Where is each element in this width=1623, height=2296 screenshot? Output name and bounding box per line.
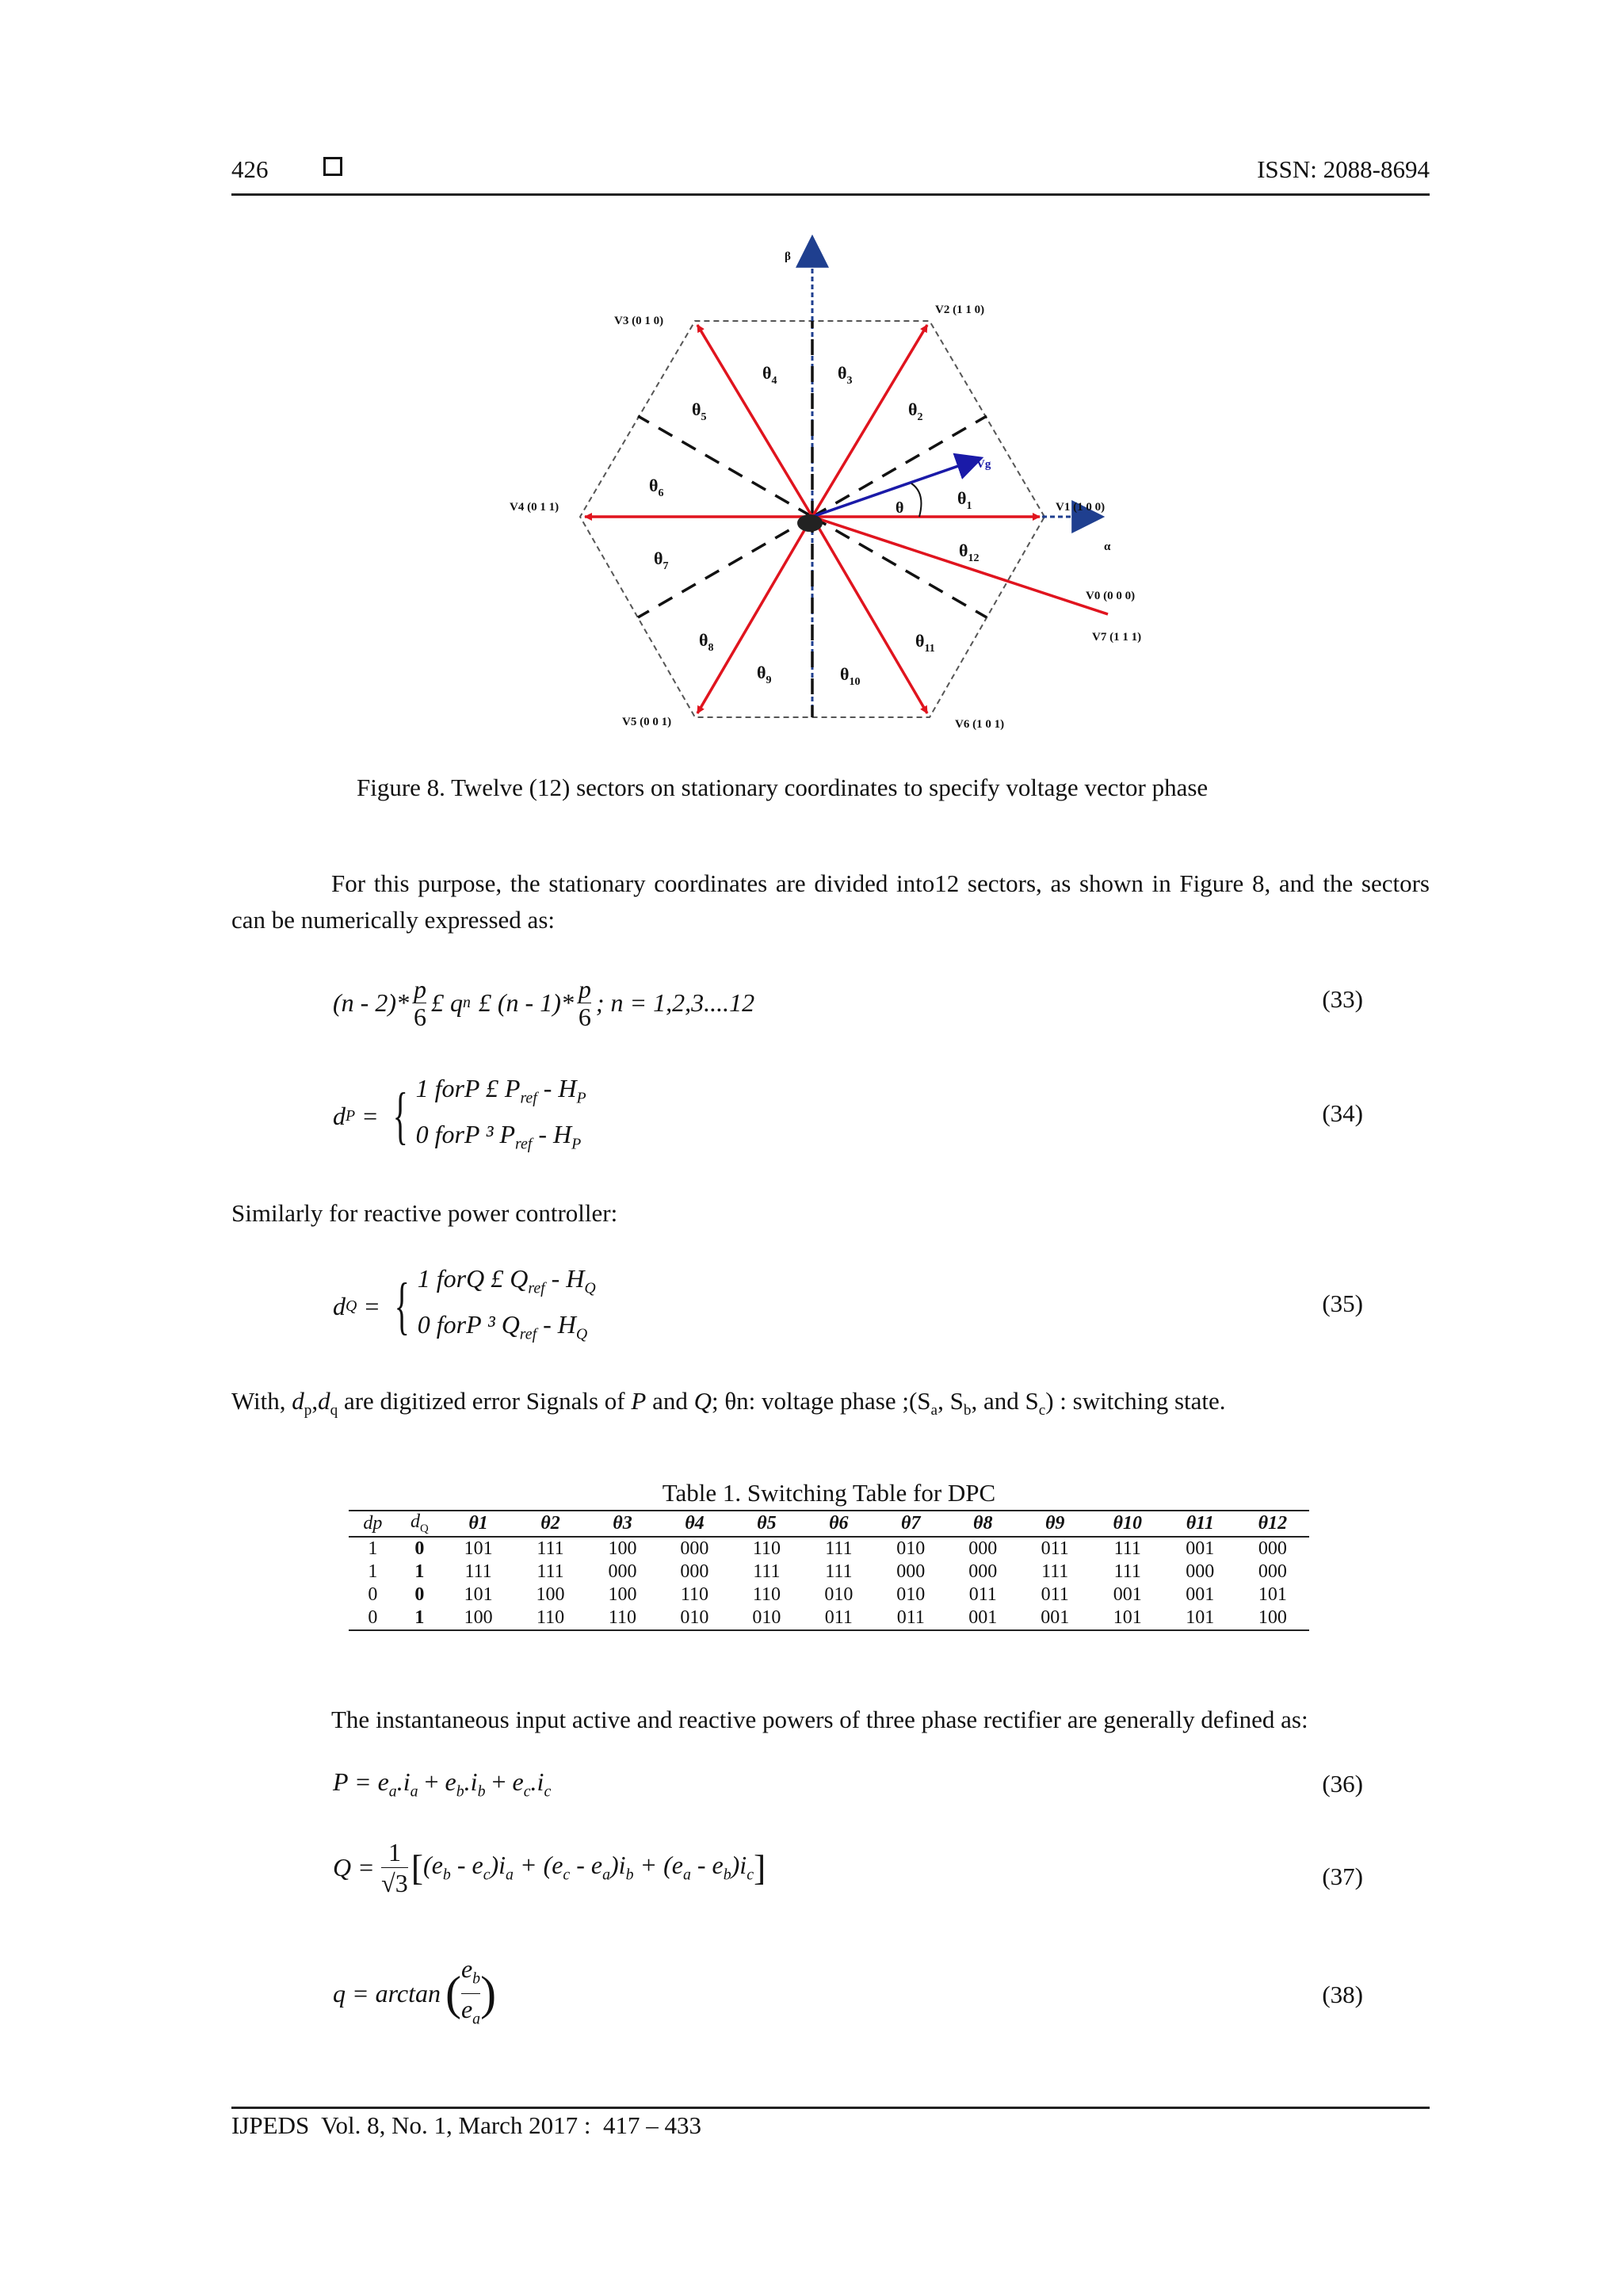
table-cell: 101 bbox=[1091, 1606, 1164, 1630]
v5-label: V5 (0 0 1) bbox=[622, 716, 672, 728]
table-header-cell: θ9 bbox=[1019, 1511, 1091, 1537]
svg-text:θ12: $\theta_{12}$ bbox=[959, 541, 980, 564]
svg-text:θ7: $\theta_7$ bbox=[654, 548, 669, 572]
v7-label: V7 (1 1 1) bbox=[1092, 631, 1142, 644]
table-header-cell: θ11 bbox=[1164, 1511, 1236, 1537]
table-cell: 100 bbox=[608, 1538, 637, 1559]
equation-38: q = arctan ( $e_b$ $e_a$ ) bbox=[333, 1954, 496, 2034]
origin-dot bbox=[797, 514, 823, 532]
table-cell: 100 bbox=[1236, 1606, 1309, 1630]
table-cell: 000 bbox=[680, 1538, 709, 1559]
table-cell: 1 bbox=[397, 1606, 442, 1630]
table-header-cell: dp bbox=[349, 1511, 397, 1537]
table-cell: 111 bbox=[1113, 1561, 1141, 1582]
equation-35: d Q = { 1 forQ £ $Q_{ref} - H_Q$ 0 forP ³ $Q_{ref} - H_Q$ bbox=[333, 1264, 596, 1343]
theta-arc bbox=[911, 483, 921, 517]
table-cell: 011 bbox=[1041, 1538, 1069, 1559]
table-cell: 110 bbox=[680, 1584, 708, 1605]
table-cell: 000 bbox=[968, 1561, 998, 1582]
vg-label: Vg bbox=[976, 458, 991, 471]
switching-table bbox=[349, 1510, 1309, 1631]
table-cell: 101 bbox=[464, 1538, 493, 1559]
table-cell: 001 bbox=[1186, 1584, 1215, 1605]
table-cell: 100 bbox=[536, 1584, 565, 1605]
svg-text:θ4: $\theta_4$ bbox=[762, 363, 777, 387]
table-row bbox=[349, 1561, 1309, 1584]
table-row bbox=[349, 1537, 1309, 1561]
table-header-cell: θ10 bbox=[1091, 1511, 1164, 1537]
v6-label: V6 (1 0 1) bbox=[955, 718, 1005, 731]
table-cell: 010 bbox=[824, 1584, 854, 1605]
table-cell: 100 bbox=[608, 1584, 637, 1605]
table-cell: 000 bbox=[608, 1561, 637, 1582]
table-cell: 011 bbox=[803, 1606, 875, 1630]
table-cell: 0 bbox=[414, 1538, 425, 1559]
theta-label: θ bbox=[896, 499, 904, 517]
table-cell: 110 bbox=[752, 1584, 781, 1605]
table-header-cell: θ2 bbox=[514, 1511, 586, 1537]
page-number: 426 bbox=[231, 155, 269, 183]
equation-36: $P = e_a.i_a + e_b.i_b + e_c.i_c$ bbox=[333, 1767, 552, 1801]
table-header-cell: θ6 bbox=[803, 1511, 875, 1537]
equation-33: (n - 2)* p 6 £ q n £ (n - 1)* p 6 ; n = 1,2,3....12 bbox=[333, 974, 755, 1031]
v2-label: V2 (1 1 0) bbox=[935, 304, 985, 316]
svg-text:θ10: $\theta_{10}$ bbox=[840, 664, 861, 688]
table-cell: 000 bbox=[680, 1561, 709, 1582]
footer-citation: IJPEDS Vol. 8, No. 1, March 2017 : 417 – 433 bbox=[231, 2111, 702, 2139]
table-cell: 001 bbox=[1186, 1538, 1215, 1559]
table-cell: 001 bbox=[947, 1606, 1019, 1630]
alpha-label: α bbox=[1104, 541, 1111, 553]
equation-number-33: (33) bbox=[1322, 985, 1363, 1013]
svg-text:θ5: $\theta_5$ bbox=[692, 399, 707, 423]
svg-text:θ6: $\theta_6$ bbox=[649, 476, 664, 499]
equation-number-35: (35) bbox=[1322, 1289, 1363, 1317]
table-cell: 010 bbox=[731, 1606, 803, 1630]
paragraph-powers: The instantaneous input active and reactive powers of three phase rectifier are generally defined as: bbox=[331, 1706, 1308, 1733]
v1-label: V1 (1 0 0) bbox=[1056, 501, 1106, 514]
table-cell: 110 bbox=[752, 1538, 781, 1559]
table-cell: 010 bbox=[659, 1606, 731, 1630]
table-cell: 011 bbox=[875, 1606, 947, 1630]
table-cell: 100 bbox=[442, 1606, 514, 1630]
svg-text:θ2: $\theta_2$ bbox=[908, 399, 923, 423]
table-cell: 101 bbox=[1164, 1606, 1236, 1630]
table-cell: 111 bbox=[464, 1561, 492, 1582]
svg-text:θ8: $\theta_8$ bbox=[699, 630, 714, 654]
svg-text:θ1: $\theta_1$ bbox=[957, 488, 972, 512]
table-cell: 1 bbox=[414, 1561, 425, 1582]
issn: ISSN: 2088-8694 bbox=[1257, 155, 1430, 183]
table-header-cell: θ12 bbox=[1236, 1511, 1309, 1537]
table-cell: 111 bbox=[825, 1538, 853, 1559]
equation-37: Q = $\frac{1}{√3}$ [ $(e_b - e_c)i_a + (e_c - e_a)i_b + (e_a - e_b)i_c$ ] bbox=[333, 1838, 766, 1897]
table-cell: 101 bbox=[1258, 1584, 1287, 1605]
svg-text:θ3: $\theta_3$ bbox=[838, 363, 853, 387]
table-cell: 001 bbox=[1019, 1606, 1091, 1630]
equation-number-36: (36) bbox=[1322, 1770, 1363, 1797]
table-cell: 000 bbox=[1186, 1561, 1215, 1582]
paragraph-definitions: With, $d_p,d_q$ are digitized error Signals of P and Q; θn: voltage phase $;(S_a$, $S_b$, and $S_c$) : switching state. bbox=[231, 1387, 1226, 1419]
svg-text:θ11: $\theta_{11}$ bbox=[915, 631, 935, 655]
paragraph-sectors: For this purpose, the stationary coordinates are divided into12 sectors, as shown in Figure 8, and the sectors can be numerically expressed as: bbox=[231, 869, 1430, 934]
table-cell: 110 bbox=[586, 1606, 659, 1630]
table-row bbox=[349, 1606, 1309, 1630]
table-cell: 111 bbox=[753, 1561, 781, 1582]
table-cell: 110 bbox=[514, 1606, 586, 1630]
table-cell: 000 bbox=[1258, 1561, 1287, 1582]
table-cell: 1 bbox=[368, 1561, 378, 1582]
table-header-cell: θ5 bbox=[731, 1511, 803, 1537]
table-header-cell: θ7 bbox=[875, 1511, 947, 1537]
table-cell: 010 bbox=[896, 1584, 926, 1605]
table-cell: 111 bbox=[537, 1561, 564, 1582]
figure-caption: Figure 8. Twelve (12) sectors on stationary coordinates to specify voltage vector phase bbox=[357, 774, 1209, 801]
v0-label: V0 (0 0 0) bbox=[1086, 590, 1136, 602]
equation-number-38: (38) bbox=[1322, 1981, 1363, 2008]
table-header-row bbox=[349, 1511, 1309, 1537]
table-cell: 000 bbox=[896, 1561, 926, 1582]
table-cell: 000 bbox=[968, 1538, 998, 1559]
table-cell: 0 bbox=[368, 1584, 378, 1605]
table-cell: 111 bbox=[537, 1538, 564, 1559]
table-row bbox=[349, 1584, 1309, 1606]
table-cell: 001 bbox=[1113, 1584, 1142, 1605]
table-header-cell: θ4 bbox=[659, 1511, 731, 1537]
equation-number-37: (37) bbox=[1322, 1862, 1363, 1890]
equation-number-34: (34) bbox=[1322, 1099, 1363, 1127]
table-cell: 111 bbox=[1041, 1561, 1069, 1582]
table-cell: 101 bbox=[464, 1584, 493, 1605]
table-cell: 0 bbox=[349, 1606, 397, 1630]
table-cell: 0 bbox=[414, 1584, 425, 1605]
table-cell: 111 bbox=[825, 1561, 853, 1582]
table-cell: 1 bbox=[368, 1538, 378, 1559]
v3-label: V3 (0 1 0) bbox=[614, 315, 664, 327]
table-cell: 011 bbox=[968, 1584, 997, 1605]
table-header-cell: θ3 bbox=[586, 1511, 659, 1537]
table-cell: 010 bbox=[896, 1538, 926, 1559]
table-caption: Table 1. Switching Table for DPC bbox=[662, 1479, 996, 1507]
table-cell: 111 bbox=[1113, 1538, 1141, 1559]
table-header-cell: θ1 bbox=[442, 1511, 514, 1537]
table-cell: 011 bbox=[1041, 1584, 1069, 1605]
table-header-cell: $d_Q$ bbox=[397, 1511, 442, 1537]
sector-diagram bbox=[0, 0, 1623, 761]
beta-label: β bbox=[785, 250, 791, 263]
equation-34: d P = { 1 forP £ $P_{ref} - H_P$ 0 forP ³ $P_{ref} - H_P$ bbox=[333, 1074, 586, 1153]
table-header-cell: θ8 bbox=[947, 1511, 1019, 1537]
v4-label: V4 (0 1 1) bbox=[510, 501, 559, 514]
table-cell: 000 bbox=[1258, 1538, 1287, 1559]
footer-rule bbox=[231, 2107, 1430, 2109]
paragraph-reactive: Similarly for reactive power controller: bbox=[231, 1199, 618, 1227]
svg-text:θ9: $\theta_9$ bbox=[757, 663, 772, 686]
